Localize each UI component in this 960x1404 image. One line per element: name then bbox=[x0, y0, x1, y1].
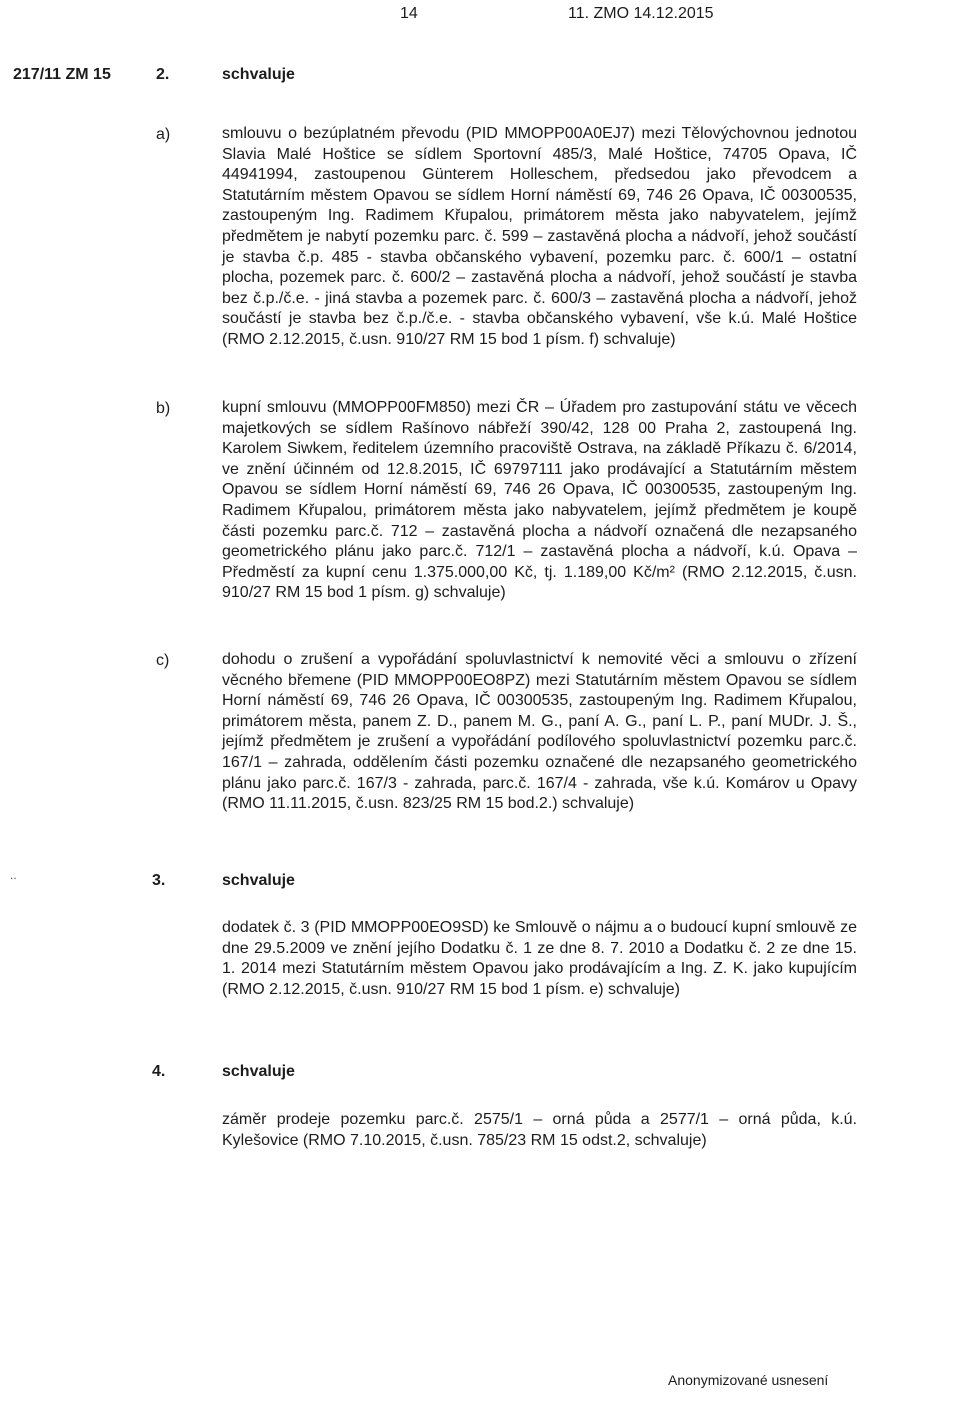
section-4-number: 4. bbox=[152, 1063, 166, 1080]
item-c-text: dohodu o zrušení a vypořádání spoluvlastnictví k nemovité věci a smlouvu o zřízení věcného břemene (PID MMOPP00EO8PZ) mezi Statutárním městem Opavou se sídlem Horní náměstí 69, 746 26 Opava, IČ 00300535, zastoupeným Ing. Radimem Křupalou, primátorem města, panem Z. D., panem M. G., paní A. G., paní L. P., paní MUDr. J. Š., jejímž předmětem je zrušení a vypořádání podílového spoluvlastnictví pozemku parc.č. 167/1 – zahrada, oddělením části pozemku označené dle nezapsaného geometrického plánu jako parc.č. 167/3 - zahrada, parc.č. 167/4 - zahrada, vše k.ú. Komárov u Opavy (RMO 11.11.2015, č.usn. 823/25 RM 15 bod.2.) schvaluje) bbox=[222, 651, 857, 813]
resolution-number: 217/11 ZM 15 bbox=[13, 66, 111, 83]
item-c-label: c) bbox=[156, 652, 170, 669]
margin-mark: .. bbox=[10, 868, 17, 882]
section-3-title: schvaluje bbox=[222, 872, 295, 889]
section-2-title: schvaluje bbox=[222, 66, 295, 83]
section-3-number: 3. bbox=[152, 872, 166, 889]
section-4-text: záměr prodeje pozemku parc.č. 2575/1 – orná půda a 2577/1 – orná půda, k.ú. Kylešovice (RMO 7.10.2015, č.usn. 785/23 RM 15 odst.2, schvaluje) bbox=[222, 1111, 857, 1149]
session-reference: 11. ZMO 14.12.2015 bbox=[568, 5, 714, 22]
item-b-text: kupní smlouvu (MMOPP00FM850) mezi ČR – Úřadem pro zastupování státu ve věcech majetkových se sídlem Rašínovo nábřeží 390/42, 128 00 Praha 2, zastoupená Ing. Karolem Siwkem, ředitelem územního pracoviště Ostrava, na základě Příkazu č. 6/2014, ve znění účinném od 12.8.2015, IČ 69797111 jako prodávající a Statutárním městem Opavou se sídlem Horní náměstí 69, 746 26 Opava, IČ 00300535, zastoupeným Ing. Radimem Křupalou, primátorem města jako nabyvatelem, jejímž předmětem je koupě části pozemku parc.č. 712 – zastavěná plocha a nádvoří označená dle nezapsaného geometrického plánu jako parc.č. 712/1 – zastavěná plocha a nádvoří, k.ú. Opava – Předměstí za kupní cenu 1.375.000,00 Kč, tj. 1.189,00 Kč/m² (RMO 2.12.2015, č.usn. 910/27 RM 15 bod 1 písm. g) schvaluje) bbox=[222, 399, 857, 602]
section-2-number: 2. bbox=[156, 66, 170, 83]
section-3-text: dodatek č. 3 (PID MMOPP00EO9SD) ke Smlouvě o nájmu a o budoucí kupní smlouvě ze dne 29.5.2009 ve znění jejího Dodatku č. 1 ze dne 8. 7. 2010 a Dodatku č. 2 ze dne 15. 1. 2014 mezi Statutárním městem Opavou jako prodávajícím a Ing. Z. K. jako kupujícím (RMO 2.12.2015, č.usn. 910/27 RM 15 bod 1 písm. e) schvaluje) bbox=[222, 919, 857, 998]
item-a-text: smlouvu o bezúplatném převodu (PID MMOPP00A0EJ7) mezi Tělovýchovnou jednotou Slavia Malé Hoštice se sídlem Sportovní 485/3, Malé Hoštice, 74705 Opava, IČ 44941994, zastoupenou Günterem Holleschem, předsedou jako převodcem a Statutárním městem Opavou se sídlem Horní náměstí 69, 746 26 Opava, IČ 00300535, zastoupeným Ing. Radimem Křupalou, primátorem města jako nabyvatelem, jejímž předmětem je nabytí pozemku parc. č. 599 – zastavěná plocha a nádvoří, jehož součástí je stavba č.p. 485 - stavba občanského vybavení, pozemku parc. č. 600/1 – ostatní plocha, pozemek parc. č. 600/2 – zastavěná plocha a nádvoří, jehož součástí je stavba bez č.p./č.e. - jiná stavba a pozemek parc. č. 600/3 – zastavěná plocha a nádvoří, jehož součástí je stavba bez č.p./č.e. - stavba občanského vybavení, vše k.ú. Malé Hoštice (RMO 2.12.2015, č.usn. 910/27 RM 15 bod 1 písm. f) schvaluje) bbox=[222, 125, 857, 348]
footer-note: Anonymizované usnesení bbox=[668, 1372, 829, 1388]
page-number: 14 bbox=[400, 5, 418, 22]
item-a-label: a) bbox=[156, 126, 171, 143]
section-4-title: schvaluje bbox=[222, 1063, 295, 1080]
item-b-label: b) bbox=[156, 400, 171, 417]
